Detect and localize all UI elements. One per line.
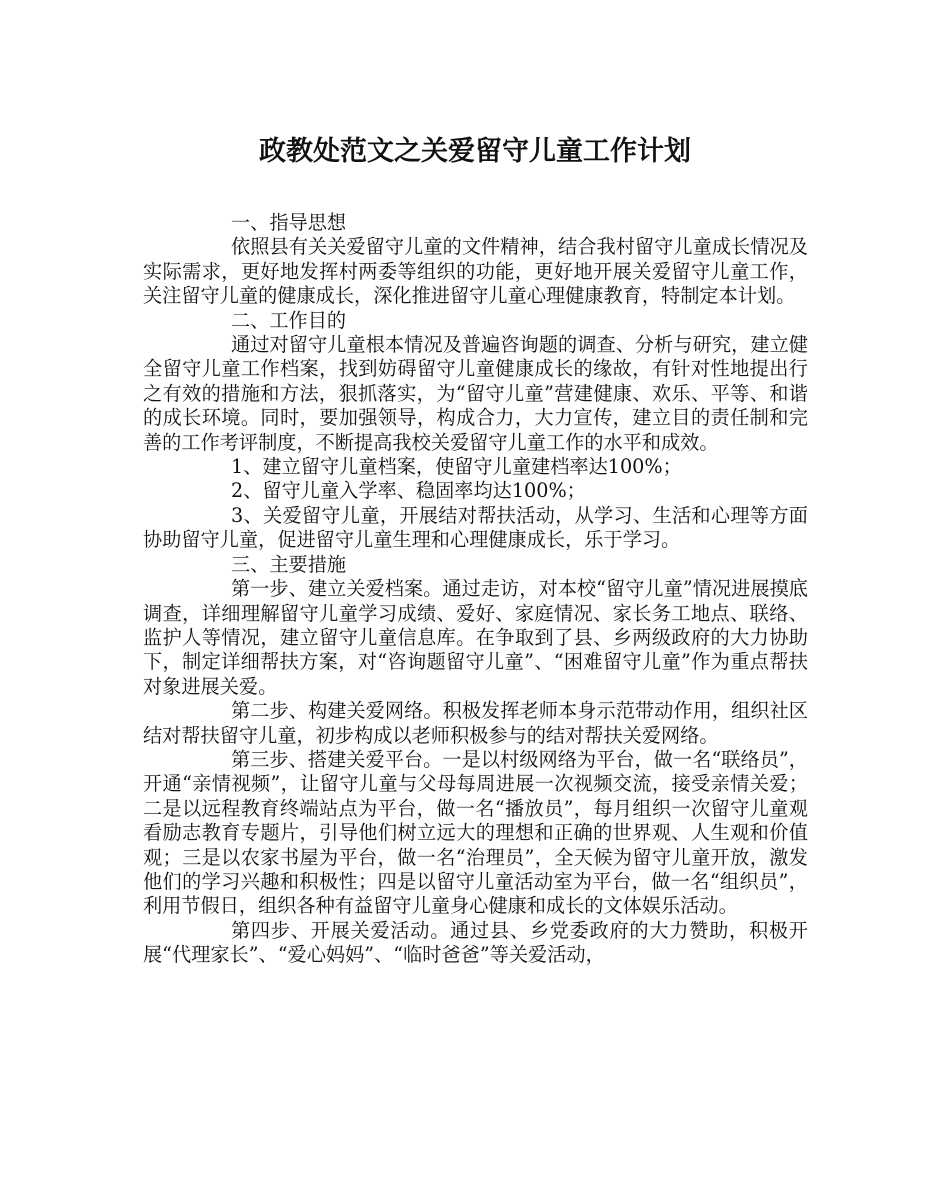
section-heading-guiding-ideology: 一、指导思想 [231, 211, 347, 234]
measure-step: 第一步、建立关爱档案。通过走访，对本校“留守儿童”情况进展摸底调查，详细理解留守儿童学习成绩、爱好、家庭情况、家长务工地点、联络、监护人等情况，建立留守儿童信息库。在争取到了县、乡两级政府的大力协助下，制定详细帮扶方案，对“咨询题留守儿童”、“困难留守儿童”作为重点帮扶对象进展关爱。 [143, 577, 808, 698]
measure-step: 第二步、构建关爱网络。积极发挥老师本身示范带动作用，组织社区结对帮扶留守儿童，初步构成以老师积极参与的结对帮扶关爱网络。 [143, 699, 808, 747]
document-body [143, 211, 808, 968]
measure-step: 第三步、搭建关爱平台。一是以村级网络为平台，做一名“联络员”，开通“亲情视频”，让留守儿童与父母每周进展一次视频交流，接受亲情关爱；二是以远程教育终端站点为平台，做一名“播放员”，每月组织一次留守儿童观看励志教育专题片，引导他们树立远大的理想和正确的世界观、人生观和价值观；三是以农家书屋为平台，做一名“治理员”，全天候为留守儿童开放，激发他们的学习兴趣和积极性；四是以留守儿童活动室为平台，做一名“组织员”，利用节假日，组织各种有益留守儿童身心健康和成长的文体娱乐活动。 [143, 747, 808, 918]
section-heading-main-measures: 三、主要措施 [231, 552, 347, 576]
goal-item: 3、关爱留守儿童，开展结对帮扶活动，从学习、生活和心理等方面协助留守儿童，促进留守儿童生理和心理健康成长，乐于学习。 [143, 503, 808, 552]
goal-item: 1、建立留守儿童档案，使留守儿童建档率达100%； [231, 455, 682, 479]
paragraph: 依照县有关关爱留守儿童的文件精神，结合我村留守儿童成长情况及实际需求，更好地发挥村两委等组织的功能，更好地开展关爱留守儿童工作，关注留守儿童的健康成长，深化推进留守儿童心理健康教育，特制定本计划。 [143, 235, 808, 308]
goal-item: 2、留守儿童入学率、稳固率均达100%； [231, 479, 586, 503]
section-heading-work-purpose: 二、工作目的 [231, 308, 347, 332]
paragraph: 通过对留守儿童根本情况及普遍咨询题的调查、分析与研究，建立健全留守儿童工作档案，找到妨碍留守儿童健康成长的缘故，有针对性地提出行之有效的措施和方法，狠抓落实，为“留守儿童”营建健康、欢乐、平等、和谐的成长环境。同时，要加强领导，构成合力，大力宣传，建立目的责任制和完善的工作考评制度，不断提高我校关爱留守儿童工作的水平和成效。 [143, 333, 808, 454]
measure-step: 第四步、开展关爱活动。通过县、乡党委政府的大力赞助，积极开展“代理家长”、“爱心妈妈”、“临时爸爸”等关爱活动， [143, 918, 808, 967]
document-title: 政教处范文之关爱留守儿童工作计划 [259, 136, 691, 167]
